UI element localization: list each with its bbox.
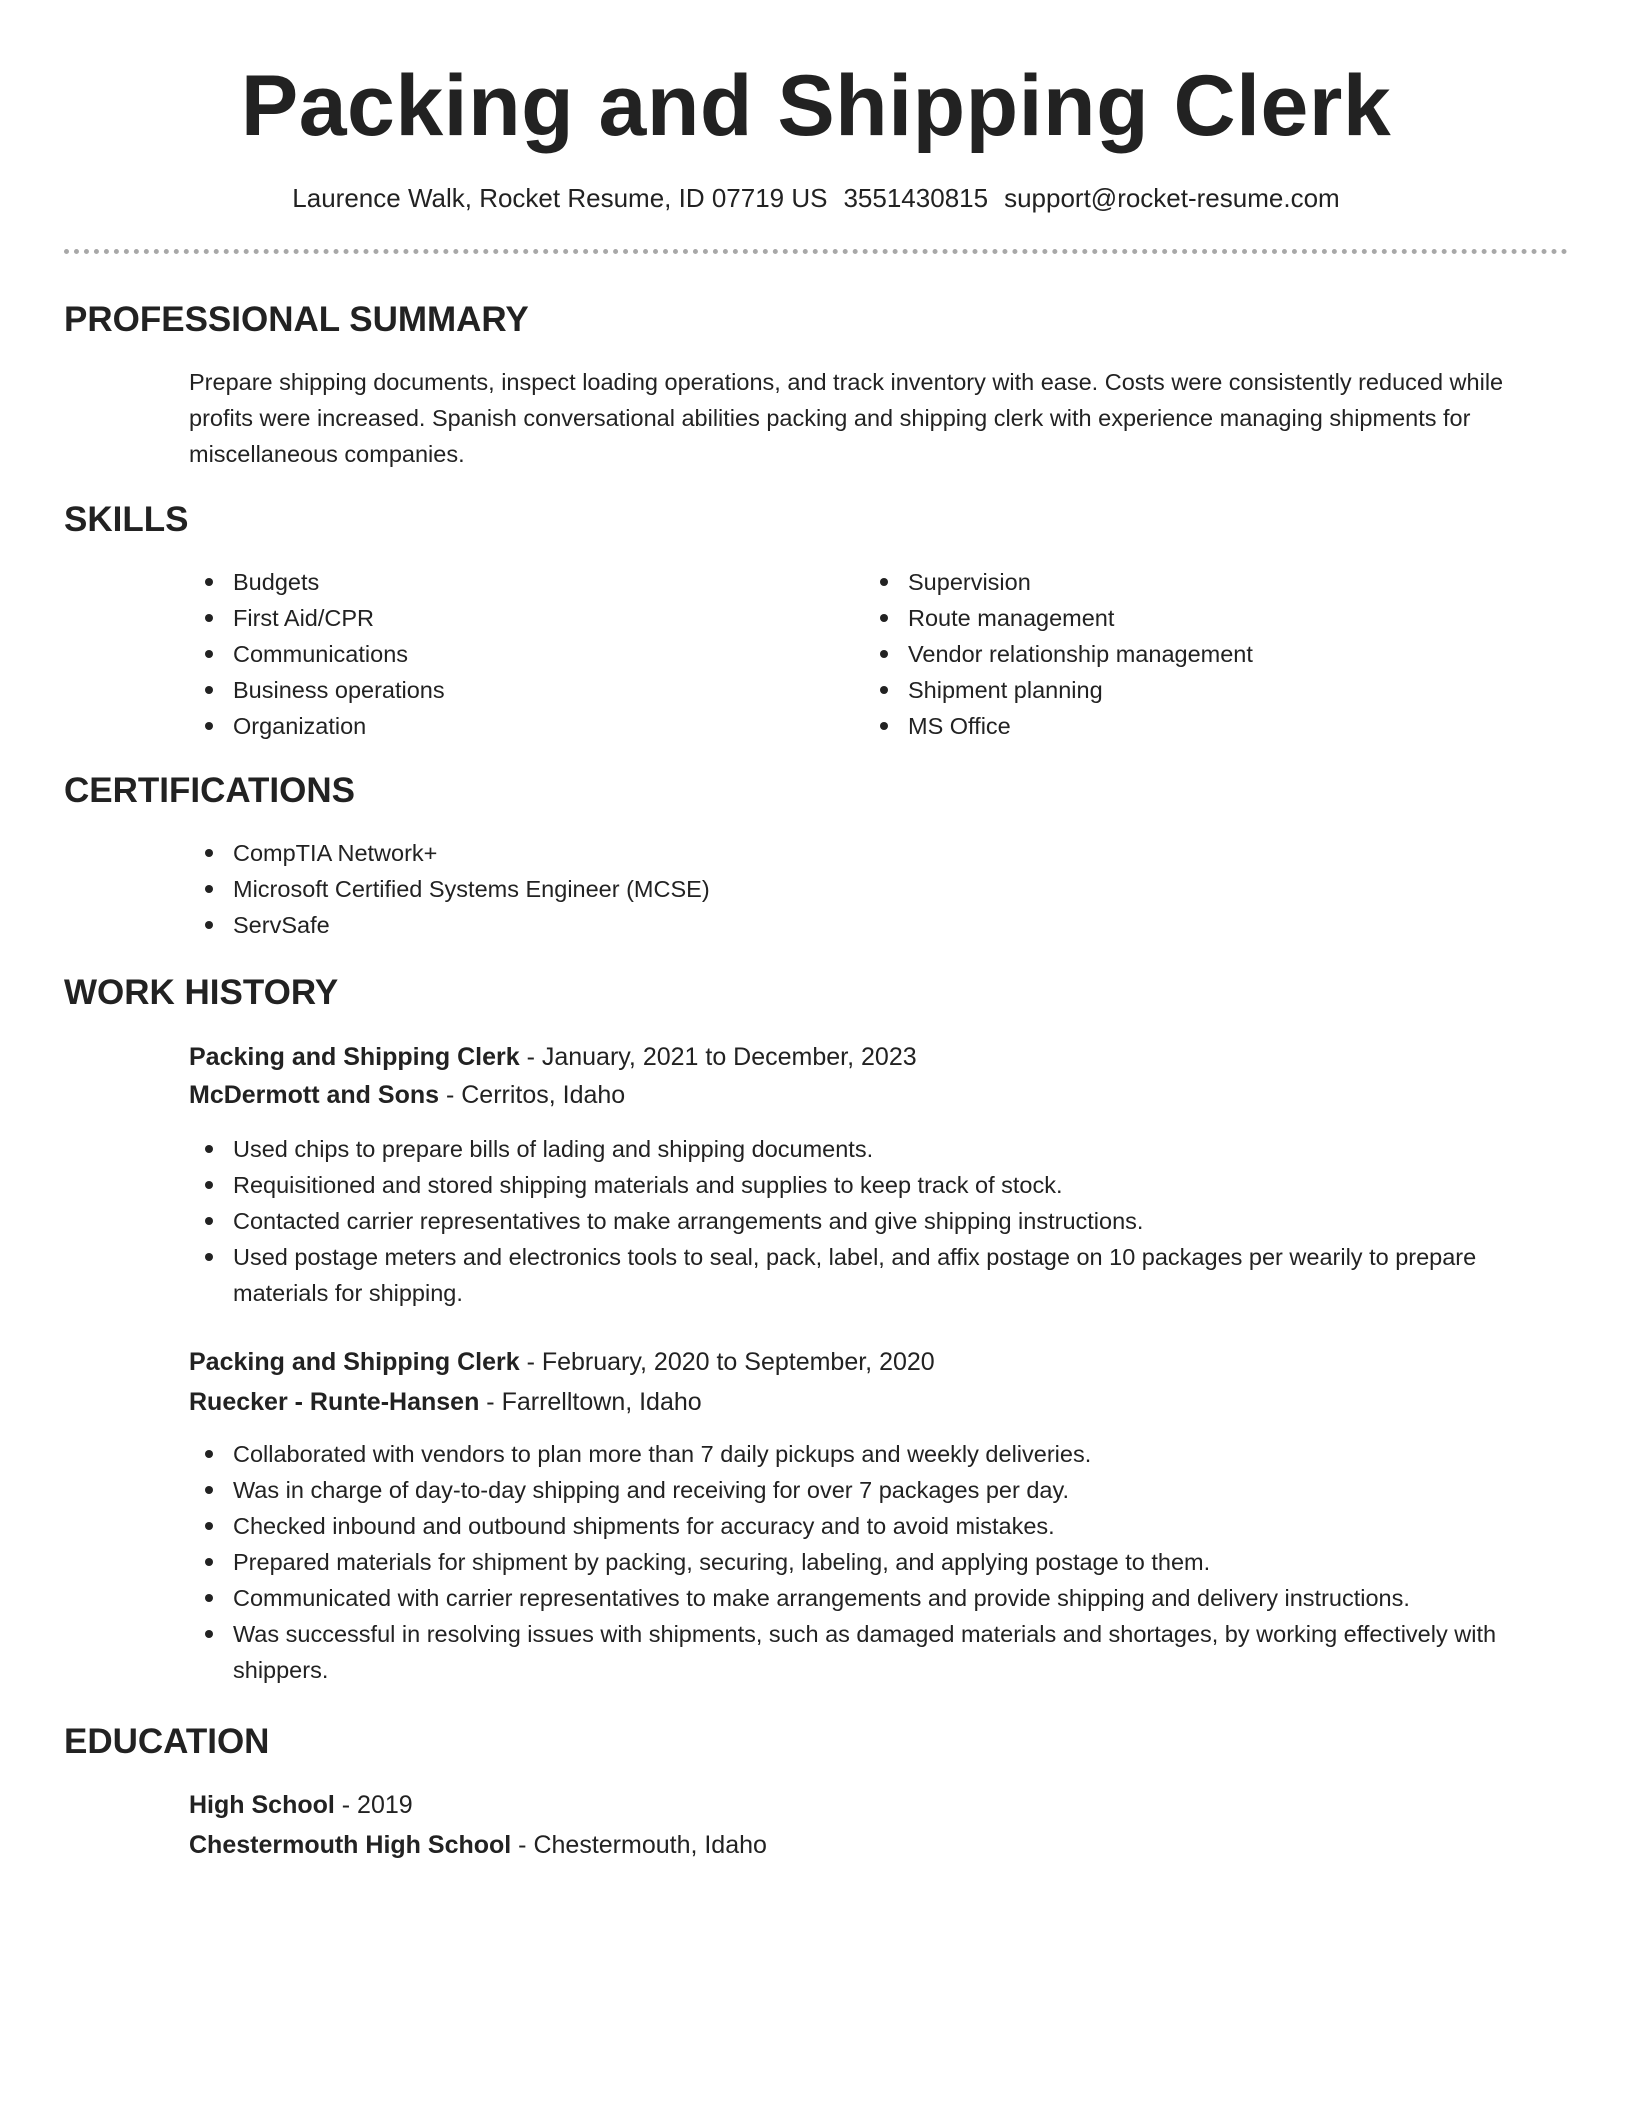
job-bullets xyxy=(189,1131,1545,1311)
job-bullet: Was successful in resolving issues with shipments, such as damaged materials and shortages, by working effectively with shippers. xyxy=(189,1616,1545,1688)
skills-heading: SKILLS xyxy=(64,500,189,539)
job-bullets xyxy=(189,1436,1545,1688)
job-title-line xyxy=(189,1343,935,1381)
skill-item: MS Office xyxy=(864,708,1544,744)
skill-item: Budgets xyxy=(189,564,829,600)
work-history-heading: WORK HISTORY xyxy=(64,973,339,1012)
skill-item: First Aid/CPR xyxy=(189,600,829,636)
job-location: - Cerritos, Idaho xyxy=(439,1081,626,1109)
education-degree: High School xyxy=(189,1791,335,1819)
job-title: Packing and Shipping Clerk xyxy=(189,1043,520,1071)
skill-item: Vendor relationship management xyxy=(864,636,1544,672)
header-divider xyxy=(64,249,1568,254)
job-bullet: Was in charge of day-to-day shipping and receiving for over 7 packages per day. xyxy=(189,1472,1545,1508)
job-company: Ruecker - Runte-Hansen xyxy=(189,1388,480,1416)
job-bullet: Checked inbound and outbound shipments for accuracy and to avoid mistakes. xyxy=(189,1508,1545,1544)
skill-item: Business operations xyxy=(189,672,829,708)
skills-list-right xyxy=(864,564,1544,744)
job-title: Packing and Shipping Clerk xyxy=(189,1348,520,1376)
job-bullet: Communicated with carrier representatives to make arrangements and provide shipping and delivery instructions. xyxy=(189,1580,1545,1616)
job-dates: - January, 2021 to December, 2023 xyxy=(519,1043,917,1071)
job-company: McDermott and Sons xyxy=(189,1081,440,1109)
education-school: Chestermouth High School xyxy=(189,1831,512,1859)
contact-address: Laurence Walk, Rocket Resume, ID 07719 US xyxy=(292,183,828,213)
skills-list-left xyxy=(189,564,829,744)
certification-item: Microsoft Certified Systems Engineer (MCSE) xyxy=(189,871,1539,907)
job-bullet: Used chips to prepare bills of lading and shipping documents. xyxy=(189,1131,1545,1167)
education-school-line xyxy=(189,1826,767,1864)
summary-heading: PROFESSIONAL SUMMARY xyxy=(64,300,529,339)
education-year: - 2019 xyxy=(334,1791,413,1819)
skill-item: Shipment planning xyxy=(864,672,1544,708)
certifications-list xyxy=(189,835,1539,943)
certifications-heading: CERTIFICATIONS xyxy=(64,771,356,810)
contact-email: support@rocket-resume.com xyxy=(1004,183,1340,213)
job-bullet: Prepared materials for shipment by packing, securing, labeling, and applying postage to them. xyxy=(189,1544,1545,1580)
job-bullet: Requisitioned and stored shipping materials and supplies to keep track of stock. xyxy=(189,1167,1545,1203)
education-degree-line xyxy=(189,1786,413,1824)
education-location: - Chestermouth, Idaho xyxy=(511,1831,767,1859)
education-heading: EDUCATION xyxy=(64,1722,270,1761)
job-dates: - February, 2020 to September, 2020 xyxy=(519,1348,935,1376)
job-bullet: Used postage meters and electronics tools to seal, pack, label, and affix postage on 10 packages per wearily to prepare materials for shipping. xyxy=(189,1239,1545,1311)
skill-item: Organization xyxy=(189,708,829,744)
skill-item: Route management xyxy=(864,600,1544,636)
resume-title: Packing and Shipping Clerk xyxy=(240,58,1392,154)
job-company-line xyxy=(189,1076,625,1114)
job-location: - Farrelltown, Idaho xyxy=(479,1388,702,1416)
skill-item: Communications xyxy=(189,636,829,672)
contact-phone: 3551430815 xyxy=(843,183,989,213)
summary-text: Prepare shipping documents, inspect loading operations, and track inventory with ease. Costs were consistently reduced while profits were increased. Spanish conversational abilities packing and shipping clerk with experience managing shipments for miscellaneous companies. xyxy=(189,369,1504,467)
job-bullet: Contacted carrier representatives to make arrangements and give shipping instructions. xyxy=(189,1203,1545,1239)
certification-item: CompTIA Network+ xyxy=(189,835,1539,871)
skill-item: Supervision xyxy=(864,564,1544,600)
job-bullet: Collaborated with vendors to plan more than 7 daily pickups and weekly deliveries. xyxy=(189,1436,1545,1472)
job-company-line xyxy=(189,1383,702,1421)
certification-item: ServSafe xyxy=(189,907,1539,943)
job-title-line xyxy=(189,1038,917,1076)
contact-line xyxy=(0,180,1632,216)
